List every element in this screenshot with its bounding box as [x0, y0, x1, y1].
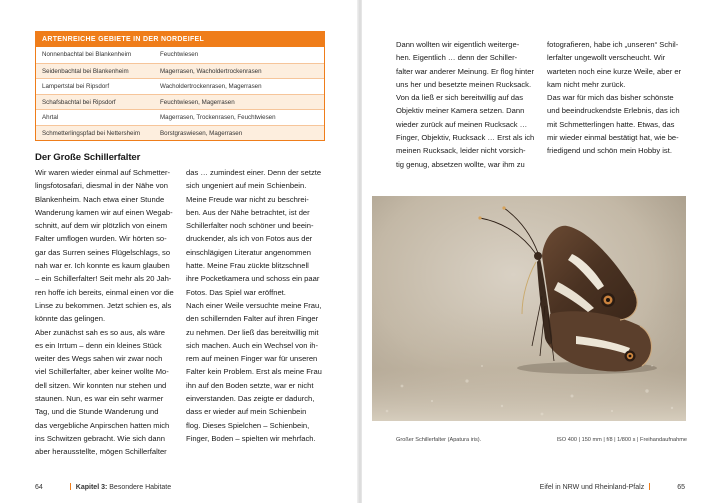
footer-chapter-label: Kapitel 3:: [75, 484, 108, 491]
text-line: sich ungeniert auf mein Schienbein.: [186, 181, 307, 191]
text-line: ins Schwitzen gebracht. Wie sich dann: [35, 433, 166, 443]
table-cell-habitat: Feuchtwiesen, Magerrasen: [160, 98, 235, 106]
text-column-2: [186, 166, 326, 445]
text-line: Das war für mich das bisher schönste: [547, 93, 674, 103]
footer-book-title: Eifel in NRW und Rheinland-Pfalz: [539, 484, 645, 491]
text-line: ihre Pocketkamera und schoss ein paar: [186, 274, 320, 284]
table-row: [36, 47, 324, 63]
text-line: flog. Dieses Spielchen – Schienbein,: [186, 420, 310, 430]
table-row: [36, 109, 324, 125]
text-line: hatte. Meine Frau zückte blitzschnell: [186, 261, 309, 271]
footer-right: [540, 483, 685, 491]
text-line: mir wieder einmal bestätigt hat, wie be-: [547, 133, 679, 143]
left-page: [0, 0, 358, 503]
table-cell-place: Schmetterlingspfad bei Nettersheim: [42, 129, 141, 137]
page-number-right: 65: [677, 484, 685, 491]
table-row: [36, 125, 324, 141]
table-cell-place: Nonnenbachtal bei Blankenheim: [42, 51, 132, 58]
text-line: mit Schmetterlingen hatte. Etwas, das: [547, 119, 675, 129]
text-column-1: [35, 166, 175, 459]
text-line: falter war anderer Meinung. Er flog hinter: [396, 66, 535, 76]
text-line: kam nicht mehr zurück.: [547, 79, 626, 89]
text-line: schnitt, auf dem wir plötzlich von einem: [35, 221, 168, 231]
table-row: [36, 78, 324, 94]
text-line: Blankenheim. Nach etwa einer Stunde: [35, 194, 165, 204]
text-line: tig genug, absetzen wollte, war ihm zu: [396, 159, 525, 169]
text-line: aber herausstellte, mögen Schillerfalter: [35, 447, 167, 457]
footer-left: [35, 483, 171, 491]
text-line: staunen. Nun, es war ein sehr warmer: [35, 394, 164, 404]
text-line: Wanderung kamen wir auf einen Wegab-: [35, 207, 173, 217]
table-cell-place: Schafsbachtal bei Ripsdorf: [42, 98, 116, 106]
table-cell-habitat: Feuchtwiesen: [160, 51, 199, 58]
table-cell-habitat: Magerrasen, Wacholdertrockenrasen: [160, 67, 262, 75]
text-line: rem auf meinen Finger war für unseren: [186, 354, 318, 364]
habitat-table: [35, 31, 325, 141]
text-line: sich machen. Auch ein Wechsel von ih-: [186, 340, 318, 350]
text-line: nah war er. Ich konnte es kaum glauben: [35, 261, 170, 271]
text-line: einschlägigen Literatur angenommen: [186, 247, 311, 257]
text-line: wieder zurück auf meinen Rucksack …: [396, 119, 528, 129]
table-body: [36, 47, 324, 140]
text-line: ihn auf den Boden setzte, war er nicht: [186, 380, 314, 390]
text-line: Falter umflogen wurden. Wir hörten so-: [35, 234, 167, 244]
table-header: ARTENREICHE GEBIETE IN DER NORDEIFEL: [36, 32, 324, 47]
footer-separator: [649, 483, 650, 490]
text-line: lerfalter ungewollt verscheucht. Wir: [547, 53, 666, 63]
text-line: Meine Freude war nicht zu beschrei-: [186, 194, 309, 204]
photo-caption: [396, 437, 687, 443]
butterfly-illustration: [372, 196, 686, 421]
table-cell-habitat: Wacholdertrockenrasen, Magerrasen: [160, 83, 262, 90]
table-cell-place: Lampertstal bei Ripsdorf: [42, 83, 110, 90]
table-cell-place: Ahrtal: [42, 114, 59, 121]
text-line: dass er wieder auf mein Schienbein: [186, 407, 307, 417]
footer-chapter-title: Besondere Habitate: [109, 484, 172, 491]
text-column-3: [396, 38, 536, 171]
text-line: einverstanden. Das zeigte er dadurch,: [186, 394, 315, 404]
text-line: Von da ließ er sich bereitwillig auf das: [396, 93, 524, 103]
text-line: warteten noch eine kurze Weile, aber er: [547, 66, 682, 76]
text-line: Fotos. Das Spiel war eröffnet.: [186, 287, 286, 297]
text-line: lingsfotosafari, diesmal in der Nähe von: [35, 181, 168, 191]
text-line: Tag, und die Stunde Wanderung und: [35, 407, 159, 417]
text-line: zu nehmen. Der ließ das bereitwillig mit: [186, 327, 319, 337]
caption-text: Großer Schillerfalter (Apatura iris).: [396, 437, 482, 443]
footer-separator: [70, 483, 71, 490]
text-column-4: [547, 38, 687, 158]
text-line: gar das Surren seines Flügelschlags, so: [35, 247, 171, 257]
table-row: [36, 63, 324, 79]
butterfly-photo: [372, 196, 686, 421]
table-cell-habitat: Magerrasen, Trockenrasen, Feuchtwiesen: [160, 114, 276, 121]
text-line: Falter kein Problem. Erst als meine Frau: [186, 367, 322, 377]
text-line: ren hoffe ich bereits, einmal einen vor die: [35, 287, 174, 297]
caption-exif: ISO 400 | 150 mm | f/8 | 1/800 s | Freihandaufnahme: [556, 437, 687, 443]
text-line: den schillernden Falter auf ihren Finger: [186, 314, 319, 324]
text-line: Linse zu bekommen. Jetzt schien es, als: [35, 300, 172, 310]
text-line: friedigend und schön mein Hobby ist.: [547, 146, 672, 156]
text-line: Nach einer Weile versuchte meine Frau,: [186, 300, 322, 310]
text-line: meinen Rucksack, leider nicht vorsich-: [396, 146, 526, 156]
table-cell-place: Seidenbachtal bei Blankenheim: [42, 67, 129, 75]
text-line: dell sitzen. Wir konnten nur stehen und: [35, 380, 167, 390]
text-line: Finger, Boden – spielten wir mehrfach.: [186, 433, 316, 443]
text-line: Wir waren wieder einmal auf Schmetter-: [35, 168, 171, 177]
text-line: Dann wollten wir eigentlich weiterge-: [396, 40, 520, 49]
text-line: und beeindruckendste Erlebnis, das ich: [547, 106, 680, 116]
text-line: uns her und besetzte meinen Rucksack.: [396, 79, 532, 89]
table-row: [36, 94, 324, 110]
text-line: hen. Eigentlich … denn der Schiller-: [396, 53, 518, 63]
text-line: Schillerfalter noch schöner und beein-: [186, 221, 314, 231]
page-number-left: 64: [35, 484, 43, 491]
table-cell-habitat: Borstgraswiesen, Magerrasen: [160, 129, 243, 137]
text-line: das vergebliche Anpirschen hatten mich: [35, 420, 170, 430]
text-line: Aber zunächst sah es so aus, als wäre: [35, 327, 166, 337]
text-line: Finger, Objektiv, Rucksack … Erst als ich: [396, 133, 535, 143]
text-line: weiter des Wegs sahen wir zwar noch: [35, 354, 163, 364]
text-line: viel Schillerfalter, aber keiner wollte Mo-: [35, 367, 169, 377]
text-line: ben. Aus der Nähe betrachtet, ist der: [186, 207, 310, 217]
text-line: druckender, als ich von Fotos aus der: [186, 234, 313, 244]
text-line: es ein Irrtum – denn ein kleines Stück: [35, 340, 162, 350]
text-line: fotografieren, habe ich „unseren“ Schil-: [547, 40, 679, 49]
text-line: – ein Schillerfalter! Seit mehr als 20 Jah-: [35, 274, 172, 284]
section-title: Der Große Schillerfalter: [35, 152, 141, 163]
text-line: das … zumindest einer. Denn der setzte: [186, 168, 322, 177]
text-line: Objektiv meiner Kamera setzen. Dann: [396, 106, 525, 116]
text-line: könnte das gelingen.: [35, 314, 106, 324]
